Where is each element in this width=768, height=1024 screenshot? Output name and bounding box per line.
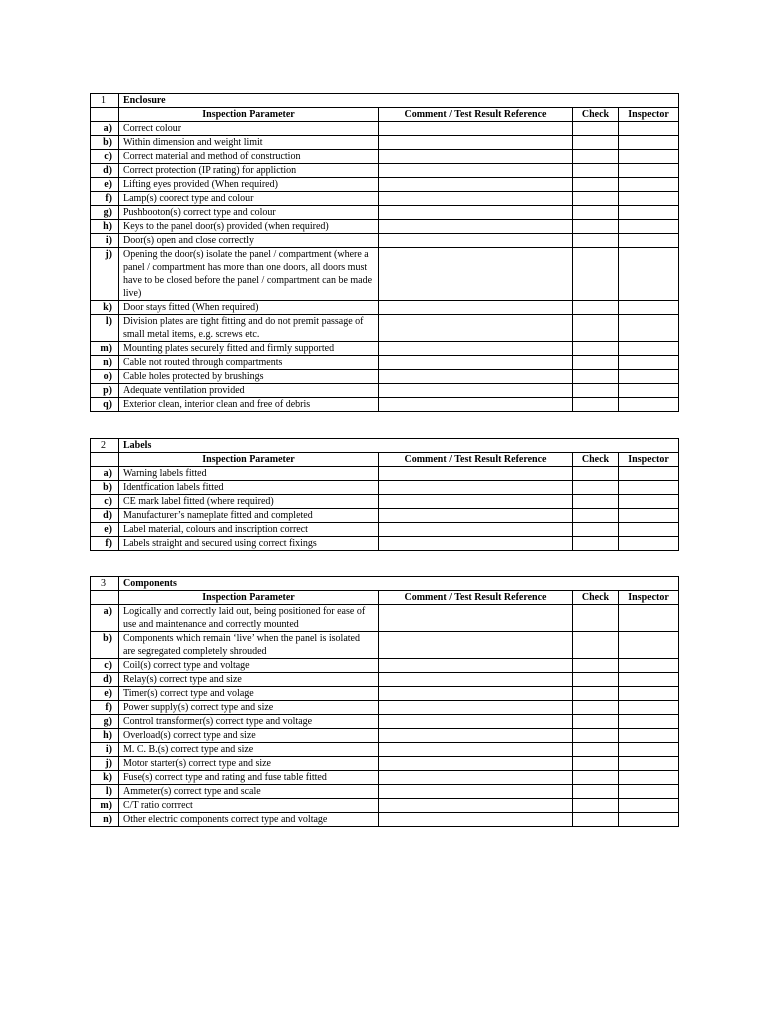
inspector-header: Inspector	[619, 108, 679, 122]
comment-cell[interactable]	[379, 509, 573, 523]
inspector-cell[interactable]	[619, 384, 679, 398]
item-parameter: CE mark label fitted (where required)	[119, 495, 379, 509]
check-cell[interactable]	[573, 315, 619, 342]
check-cell[interactable]	[573, 384, 619, 398]
check-cell[interactable]	[573, 192, 619, 206]
inspector-cell[interactable]	[619, 673, 679, 687]
comment-cell[interactable]	[379, 673, 573, 687]
comment-cell[interactable]	[379, 206, 573, 220]
item-parameter: Door(s) open and close correctly	[119, 234, 379, 248]
table-row	[91, 523, 679, 537]
item-parameter: Power supply(s) correct type and size	[119, 701, 379, 715]
table-row	[91, 771, 679, 785]
comment-cell[interactable]	[379, 715, 573, 729]
section-number: 2	[91, 439, 119, 453]
item-id: c)	[91, 495, 119, 509]
item-id: b)	[91, 632, 119, 659]
item-id: g)	[91, 206, 119, 220]
comment-cell[interactable]	[379, 659, 573, 673]
comment-cell[interactable]	[379, 813, 573, 827]
table-row	[91, 398, 679, 412]
item-parameter: Correct colour	[119, 122, 379, 136]
comment-cell[interactable]	[379, 315, 573, 342]
section-title-row	[91, 439, 679, 453]
check-cell[interactable]	[573, 467, 619, 481]
item-id: e)	[91, 687, 119, 701]
item-parameter: Opening the door(s) isolate the panel / compartment (where a panel / compartment has more than one doors, all doors must have to be closed before the panel / compartment can be made live)	[119, 248, 379, 301]
comment-cell[interactable]	[379, 178, 573, 192]
comment-cell[interactable]	[379, 537, 573, 551]
item-id: e)	[91, 523, 119, 537]
comment-cell[interactable]	[379, 467, 573, 481]
check-cell[interactable]	[573, 509, 619, 523]
table-row	[91, 743, 679, 757]
inspector-cell[interactable]	[619, 813, 679, 827]
check-cell[interactable]	[573, 164, 619, 178]
comment-cell[interactable]	[379, 743, 573, 757]
table-row	[91, 384, 679, 398]
column-header-row	[91, 591, 679, 605]
item-parameter: Exterior clean, interior clean and free of debris	[119, 398, 379, 412]
item-id: d)	[91, 509, 119, 523]
inspector-cell[interactable]	[619, 771, 679, 785]
inspector-cell[interactable]	[619, 481, 679, 495]
labels-table	[90, 438, 679, 551]
section-title: Labels	[119, 439, 679, 453]
inspector-cell[interactable]	[619, 192, 679, 206]
comment-header: Comment / Test Result Reference	[379, 453, 573, 467]
comment-cell[interactable]	[379, 729, 573, 743]
item-id: a)	[91, 605, 119, 632]
item-parameter: Division plates are tight fitting and do not premit passage of small metal items, e.g. screws etc.	[119, 315, 379, 342]
item-parameter: Mounting plates securely fitted and firmly supported	[119, 342, 379, 356]
inspector-cell[interactable]	[619, 356, 679, 370]
item-id: i)	[91, 743, 119, 757]
check-cell[interactable]	[573, 342, 619, 356]
inspector-cell[interactable]	[619, 757, 679, 771]
inspector-cell[interactable]	[619, 150, 679, 164]
inspector-cell[interactable]	[619, 799, 679, 813]
inspector-cell[interactable]	[619, 234, 679, 248]
id-header-cell	[91, 453, 119, 467]
table-row	[91, 122, 679, 136]
table-row	[91, 342, 679, 356]
check-cell[interactable]	[573, 301, 619, 315]
table-row	[91, 673, 679, 687]
check-header: Check	[573, 108, 619, 122]
inspector-cell[interactable]	[619, 398, 679, 412]
item-parameter: Warning labels fitted	[119, 467, 379, 481]
check-cell[interactable]	[573, 673, 619, 687]
item-parameter: Ammeter(s) correct type and scale	[119, 785, 379, 799]
item-id: j)	[91, 757, 119, 771]
check-cell[interactable]	[573, 687, 619, 701]
check-cell[interactable]	[573, 495, 619, 509]
column-header-row	[91, 453, 679, 467]
column-header-row	[91, 108, 679, 122]
comment-cell[interactable]	[379, 481, 573, 495]
table-row	[91, 537, 679, 551]
item-id: h)	[91, 729, 119, 743]
item-parameter: Timer(s) correct type and volage	[119, 687, 379, 701]
id-header-cell	[91, 591, 119, 605]
check-cell[interactable]	[573, 136, 619, 150]
check-cell[interactable]	[573, 799, 619, 813]
section-number: 3	[91, 577, 119, 591]
parameter-header: Inspection Parameter	[119, 591, 379, 605]
item-parameter: Adequate ventilation provided	[119, 384, 379, 398]
inspector-cell[interactable]	[619, 605, 679, 632]
item-id: o)	[91, 370, 119, 384]
item-parameter: Fuse(s) correct type and rating and fuse table fitted	[119, 771, 379, 785]
item-id: k)	[91, 771, 119, 785]
inspector-cell[interactable]	[619, 342, 679, 356]
item-parameter: Lamp(s) coorect type and colour	[119, 192, 379, 206]
table-row	[91, 813, 679, 827]
comment-cell[interactable]	[379, 356, 573, 370]
item-id: a)	[91, 467, 119, 481]
item-id: i)	[91, 234, 119, 248]
comment-cell[interactable]	[379, 122, 573, 136]
item-id: f)	[91, 701, 119, 715]
table-row	[91, 370, 679, 384]
inspector-cell[interactable]	[619, 729, 679, 743]
comment-cell[interactable]	[379, 136, 573, 150]
item-id: f)	[91, 192, 119, 206]
inspector-cell[interactable]	[619, 523, 679, 537]
check-cell[interactable]	[573, 785, 619, 799]
table-row	[91, 178, 679, 192]
check-cell[interactable]	[573, 523, 619, 537]
comment-cell[interactable]	[379, 384, 573, 398]
item-parameter: Components which remain ‘live’ when the panel is isolated are segregated completely shrouded	[119, 632, 379, 659]
item-id: j)	[91, 248, 119, 301]
inspector-cell[interactable]	[619, 715, 679, 729]
check-cell[interactable]	[573, 715, 619, 729]
item-id: c)	[91, 659, 119, 673]
item-parameter: C/T ratio corrrect	[119, 799, 379, 813]
check-cell[interactable]	[573, 729, 619, 743]
item-id: b)	[91, 136, 119, 150]
table-row	[91, 301, 679, 315]
section-number: 1	[91, 94, 119, 108]
item-id: h)	[91, 220, 119, 234]
table-row	[91, 632, 679, 659]
table-row	[91, 467, 679, 481]
item-id: f)	[91, 537, 119, 551]
inspector-cell[interactable]	[619, 220, 679, 234]
inspector-cell[interactable]	[619, 659, 679, 673]
inspector-cell[interactable]	[619, 495, 679, 509]
check-cell[interactable]	[573, 178, 619, 192]
check-header: Check	[573, 591, 619, 605]
item-parameter: Pushbooton(s) correct type and colour	[119, 206, 379, 220]
check-cell[interactable]	[573, 813, 619, 827]
inspector-cell[interactable]	[619, 785, 679, 799]
comment-cell[interactable]	[379, 342, 573, 356]
table-body	[91, 94, 679, 412]
comment-cell[interactable]	[379, 248, 573, 301]
table-row	[91, 509, 679, 523]
check-cell[interactable]	[573, 659, 619, 673]
inspector-cell[interactable]	[619, 632, 679, 659]
table-row	[91, 234, 679, 248]
item-parameter: Door stays fitted (When required)	[119, 301, 379, 315]
table-body	[91, 439, 679, 551]
table-row	[91, 605, 679, 632]
item-id: b)	[91, 481, 119, 495]
item-parameter: Cable holes protected by brushings	[119, 370, 379, 384]
table-row	[91, 729, 679, 743]
inspector-cell[interactable]	[619, 537, 679, 551]
inspector-cell[interactable]	[619, 301, 679, 315]
comment-cell[interactable]	[379, 301, 573, 315]
item-id: d)	[91, 164, 119, 178]
table-row	[91, 206, 679, 220]
check-cell[interactable]	[573, 370, 619, 384]
item-parameter: Cable not routed through compartments	[119, 356, 379, 370]
check-cell[interactable]	[573, 234, 619, 248]
check-cell[interactable]	[573, 150, 619, 164]
comment-cell[interactable]	[379, 701, 573, 715]
comment-cell[interactable]	[379, 398, 573, 412]
comment-cell[interactable]	[379, 234, 573, 248]
item-parameter: Motor starter(s) correct type and size	[119, 757, 379, 771]
comment-cell[interactable]	[379, 192, 573, 206]
comment-cell[interactable]	[379, 370, 573, 384]
inspector-cell[interactable]	[619, 701, 679, 715]
check-cell[interactable]	[573, 605, 619, 632]
inspector-cell[interactable]	[619, 687, 679, 701]
inspector-cell[interactable]	[619, 370, 679, 384]
check-cell[interactable]	[573, 206, 619, 220]
table-row	[91, 757, 679, 771]
inspector-cell[interactable]	[619, 248, 679, 301]
table-row	[91, 248, 679, 301]
item-id: g)	[91, 715, 119, 729]
table-row	[91, 659, 679, 673]
table-row	[91, 687, 679, 701]
item-parameter: Correct material and method of construction	[119, 150, 379, 164]
check-cell[interactable]	[573, 356, 619, 370]
item-id: n)	[91, 356, 119, 370]
item-parameter: Coil(s) correct type and voltage	[119, 659, 379, 673]
table-row	[91, 481, 679, 495]
item-parameter: Lifting eyes provided (When required)	[119, 178, 379, 192]
table-row	[91, 220, 679, 234]
comment-cell[interactable]	[379, 220, 573, 234]
inspector-cell[interactable]	[619, 206, 679, 220]
section-title-row	[91, 94, 679, 108]
check-cell[interactable]	[573, 398, 619, 412]
check-cell[interactable]	[573, 771, 619, 785]
comment-cell[interactable]	[379, 757, 573, 771]
item-parameter: Within dimension and weight limit	[119, 136, 379, 150]
table-row	[91, 495, 679, 509]
check-cell[interactable]	[573, 537, 619, 551]
table-row	[91, 715, 679, 729]
comment-cell[interactable]	[379, 150, 573, 164]
check-cell[interactable]	[573, 632, 619, 659]
table-row	[91, 701, 679, 715]
check-cell[interactable]	[573, 248, 619, 301]
comment-cell[interactable]	[379, 523, 573, 537]
check-cell[interactable]	[573, 220, 619, 234]
item-id: p)	[91, 384, 119, 398]
table-row	[91, 192, 679, 206]
parameter-header: Inspection Parameter	[119, 108, 379, 122]
check-cell[interactable]	[573, 481, 619, 495]
item-parameter: Other electric components correct type and voltage	[119, 813, 379, 827]
table-row	[91, 315, 679, 342]
section-title: Components	[119, 577, 679, 591]
item-id: q)	[91, 398, 119, 412]
section-title: Enclosure	[119, 94, 679, 108]
enclosure-table	[90, 93, 679, 412]
item-parameter: Relay(s) correct type and size	[119, 673, 379, 687]
item-id: l)	[91, 315, 119, 342]
table-row	[91, 356, 679, 370]
inspector-cell[interactable]	[619, 509, 679, 523]
inspector-cell[interactable]	[619, 743, 679, 757]
item-id: d)	[91, 673, 119, 687]
table-body	[91, 577, 679, 827]
inspector-cell[interactable]	[619, 164, 679, 178]
inspector-header: Inspector	[619, 591, 679, 605]
item-parameter: M. C. B.(s) correct type and size	[119, 743, 379, 757]
item-id: m)	[91, 799, 119, 813]
comment-cell[interactable]	[379, 164, 573, 178]
item-id: m)	[91, 342, 119, 356]
item-id: e)	[91, 178, 119, 192]
item-parameter: Overload(s) correct type and size	[119, 729, 379, 743]
comment-cell[interactable]	[379, 799, 573, 813]
inspector-cell[interactable]	[619, 467, 679, 481]
item-parameter: Correct protection (IP rating) for appliction	[119, 164, 379, 178]
inspector-cell[interactable]	[619, 136, 679, 150]
item-parameter: Logically and correctly laid out, being positioned for ease of use and maintenance and correctly mounted	[119, 605, 379, 632]
components-table	[90, 576, 679, 827]
item-id: c)	[91, 150, 119, 164]
parameter-header: Inspection Parameter	[119, 453, 379, 467]
item-parameter: Keys to the panel door(s) provided (when required)	[119, 220, 379, 234]
comment-cell[interactable]	[379, 605, 573, 632]
inspector-cell[interactable]	[619, 178, 679, 192]
item-parameter: Label material, colours and inscription correct	[119, 523, 379, 537]
inspector-cell[interactable]	[619, 315, 679, 342]
comment-cell[interactable]	[379, 632, 573, 659]
item-id: a)	[91, 122, 119, 136]
check-header: Check	[573, 453, 619, 467]
table-row	[91, 785, 679, 799]
comment-cell[interactable]	[379, 785, 573, 799]
comment-header: Comment / Test Result Reference	[379, 591, 573, 605]
table-row	[91, 164, 679, 178]
item-id: k)	[91, 301, 119, 315]
inspector-header: Inspector	[619, 453, 679, 467]
item-id: n)	[91, 813, 119, 827]
comment-header: Comment / Test Result Reference	[379, 108, 573, 122]
inspector-cell[interactable]	[619, 122, 679, 136]
id-header-cell	[91, 108, 119, 122]
check-cell[interactable]	[573, 743, 619, 757]
comment-cell[interactable]	[379, 771, 573, 785]
check-cell[interactable]	[573, 757, 619, 771]
table-row	[91, 136, 679, 150]
section-title-row	[91, 577, 679, 591]
comment-cell[interactable]	[379, 495, 573, 509]
item-id: l)	[91, 785, 119, 799]
table-row	[91, 150, 679, 164]
check-cell[interactable]	[573, 701, 619, 715]
item-parameter: Manufacturer’s nameplate fitted and completed	[119, 509, 379, 523]
item-parameter: Identfication labels fitted	[119, 481, 379, 495]
item-parameter: Labels straight and secured using correct fixings	[119, 537, 379, 551]
check-cell[interactable]	[573, 122, 619, 136]
item-parameter: Control transformer(s) correct type and voltage	[119, 715, 379, 729]
table-row	[91, 799, 679, 813]
comment-cell[interactable]	[379, 687, 573, 701]
